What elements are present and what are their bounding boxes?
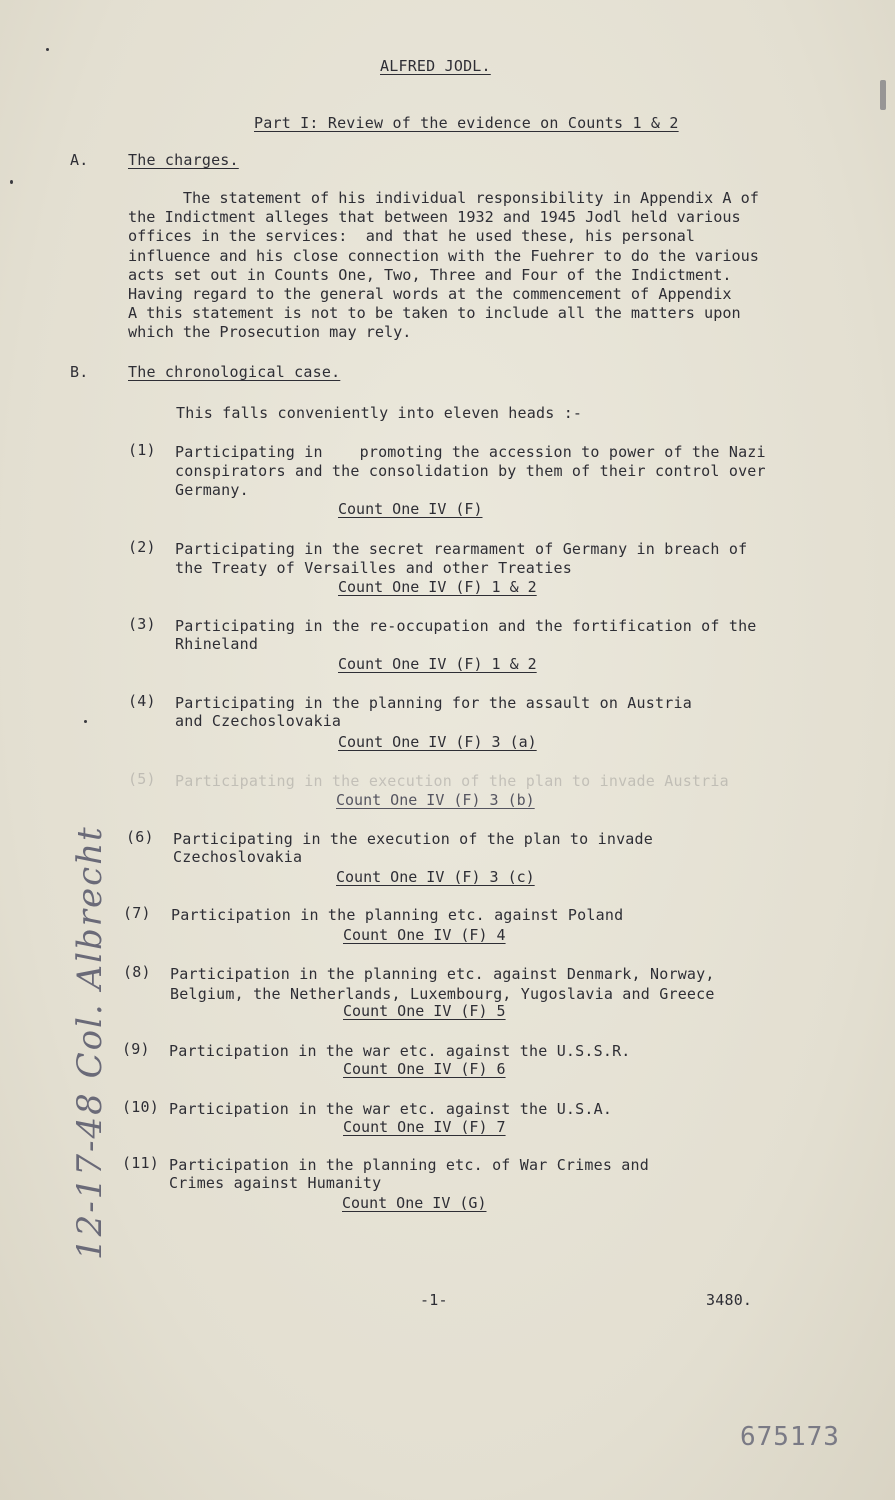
paper-speck xyxy=(84,720,87,723)
document-title: ALFRED JODL. xyxy=(380,57,491,75)
item-number: (9) xyxy=(122,1040,150,1058)
item-number: (8) xyxy=(123,963,151,981)
item-line: Crimes against Humanity xyxy=(169,1174,382,1192)
item-number: (4) xyxy=(128,692,156,710)
count-reference: Count One IV (F) 3 (b) xyxy=(336,791,535,809)
item-line: Czechoslovakia xyxy=(173,848,303,866)
paragraph-line: offices in the services: and that he used these, his personal xyxy=(128,227,695,246)
paragraph-line: acts set out in Counts One, Two, Three and Four of the Indictment. xyxy=(128,265,732,284)
item-line: Participation in the war etc. against the U.S.A. xyxy=(169,1100,613,1118)
count-reference: Count One IV (F) 4 xyxy=(343,926,506,944)
document-number: 3480. xyxy=(706,1291,753,1309)
section-a-letter: A. xyxy=(70,151,89,169)
paragraph-line: A this statement is not to be taken to include all the matters upon xyxy=(128,304,741,323)
archive-stamp-number: 675173 xyxy=(740,1422,840,1452)
item-line: Rhineland xyxy=(175,635,259,653)
count-reference: Count One IV (F) 1 & 2 xyxy=(338,578,537,596)
charges-paragraph xyxy=(128,189,808,343)
paragraph-line: the Indictment alleges that between 1932 and 1945 Jodl held various xyxy=(128,208,741,227)
paper-speck xyxy=(46,48,49,51)
item-line: Participation in the planning etc. of War Crimes and xyxy=(169,1156,649,1174)
section-b-letter: B. xyxy=(70,363,89,381)
count-reference: Count One IV (F) 7 xyxy=(343,1118,506,1136)
item-number: (1) xyxy=(128,441,156,459)
item-number: (11) xyxy=(122,1154,159,1172)
paragraph-line: which the Prosecution may rely. xyxy=(128,323,412,342)
count-reference: Count One IV (F) 5 xyxy=(343,1002,506,1020)
handwritten-margin-note: 12-17-48 Col. Albrecht xyxy=(70,825,110,1260)
item-line: Belgium, the Netherlands, Luxembourg, Yugoslavia and Greece xyxy=(170,985,715,1003)
item-number: (3) xyxy=(128,615,156,633)
item-number: (2) xyxy=(128,538,156,556)
paragraph-line: The statement of his individual responsibility in Appendix A of xyxy=(128,189,759,207)
paragraph-line: influence and his close connection with the Fuehrer to do the various xyxy=(128,246,759,265)
item-number: (10) xyxy=(122,1098,159,1116)
count-reference: Count One IV (F) 3 (c) xyxy=(336,868,535,886)
item-line: conspirators and the consolidation by them of their control over xyxy=(175,462,766,480)
section-b-heading: The chronological case. xyxy=(128,363,341,381)
page-number: -1- xyxy=(420,1291,448,1309)
item-line: Participation in the planning etc. against Poland xyxy=(171,906,624,924)
count-reference: Count One IV (F) xyxy=(338,500,483,518)
count-reference: Count One IV (F) 6 xyxy=(343,1060,506,1078)
document-subtitle: Part I: Review of the evidence on Counts 1 & 2 xyxy=(254,114,679,132)
item-line: Participating in the planning for the assault on Austria xyxy=(175,694,692,712)
item-number: (6) xyxy=(126,828,154,846)
section-b-intro: This falls conveniently into eleven heads :- xyxy=(176,404,583,422)
item-line: Participation in the war etc. against the U.S.S.R. xyxy=(169,1042,631,1060)
count-reference: Count One IV (F) 3 (a) xyxy=(338,733,537,751)
item-line: Participating in the secret rearmament of Germany in breach of xyxy=(175,540,748,558)
count-reference: Count One IV (G) xyxy=(342,1194,487,1212)
item-line: the Treaty of Versailles and other Treaties xyxy=(175,559,572,577)
item-number: (5) xyxy=(128,770,156,788)
item-line: Germany. xyxy=(175,481,249,499)
paper-speck xyxy=(10,180,13,184)
count-reference: Count One IV (F) 1 & 2 xyxy=(338,655,537,673)
item-line: Participating in the re-occupation and the fortification of the xyxy=(175,617,757,635)
paper-edge-mark xyxy=(880,80,886,110)
paragraph-line: Having regard to the general words at the commencement of Appendix xyxy=(128,285,732,304)
item-line: and Czechoslovakia xyxy=(175,712,342,730)
item-line: Participating in the execution of the plan to invade Austria xyxy=(175,772,729,790)
section-a-heading: The charges. xyxy=(128,151,239,169)
item-number: (7) xyxy=(123,904,151,922)
item-line: Participating in the execution of the plan to invade xyxy=(173,830,653,848)
item-line: Participating in promoting the accession to power of the Nazi xyxy=(175,443,766,461)
item-line: Participation in the planning etc. against Denmark, Norway, xyxy=(170,965,715,983)
